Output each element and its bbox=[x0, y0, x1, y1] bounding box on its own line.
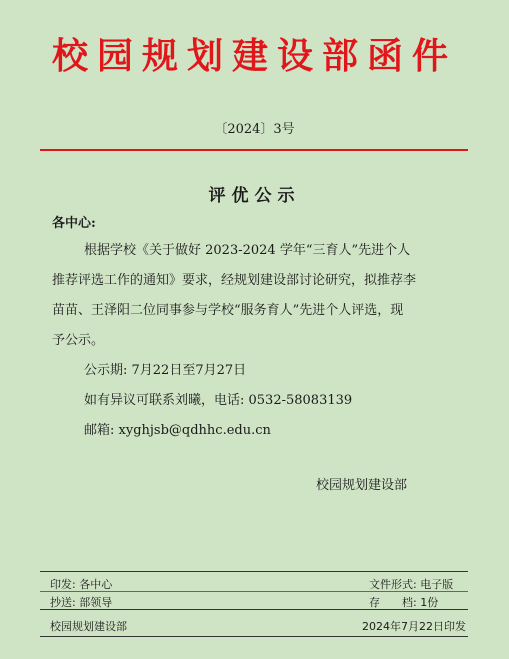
red-divider bbox=[40, 149, 468, 151]
issued-to: 印发: 各中心 bbox=[50, 578, 113, 591]
footer-rule bbox=[40, 609, 468, 610]
issuer: 校园规划建设部 bbox=[50, 620, 127, 633]
paragraph-line: 苗苗、王泽阳二位同事参与学校“服务育人”先进个人评选，现 bbox=[52, 303, 404, 318]
footer-top-rule bbox=[40, 571, 468, 572]
notice-title: 评优公示 bbox=[208, 186, 301, 206]
issue-date: 2024年7月22日印发 bbox=[362, 620, 466, 633]
footer-bottom-rule bbox=[40, 636, 468, 637]
paragraph-line: 予公示。 bbox=[52, 333, 105, 348]
publicity-period: 公示期: 7月22日至7月27日 bbox=[84, 363, 247, 378]
signature: 校园规划建设部 bbox=[316, 478, 408, 493]
salutation: 各中心: bbox=[52, 216, 96, 231]
email-info: 邮箱: xyghjsb@qdhhc.edu.cn bbox=[84, 423, 271, 438]
archive-copies: 存 档: 1份 bbox=[369, 596, 439, 609]
footer-mid-rule bbox=[40, 591, 468, 592]
paragraph-line: 根据学校《关于做好 2023-2024 学年“三育人”先进个人 bbox=[84, 243, 411, 258]
paragraph-line: 推荐评选工作的通知》要求，经规划建设部讨论研究，拟推荐李 bbox=[52, 273, 417, 288]
file-format: 文件形式: 电子版 bbox=[369, 578, 454, 591]
org-title: 校园规划建设部函件 bbox=[51, 35, 457, 77]
document-number: 〔2024〕3号 bbox=[214, 122, 295, 137]
cc-to: 抄送: 部领导 bbox=[50, 596, 113, 609]
contact-info: 如有异议可联系刘曦，电话: 0532-58083139 bbox=[84, 393, 353, 408]
